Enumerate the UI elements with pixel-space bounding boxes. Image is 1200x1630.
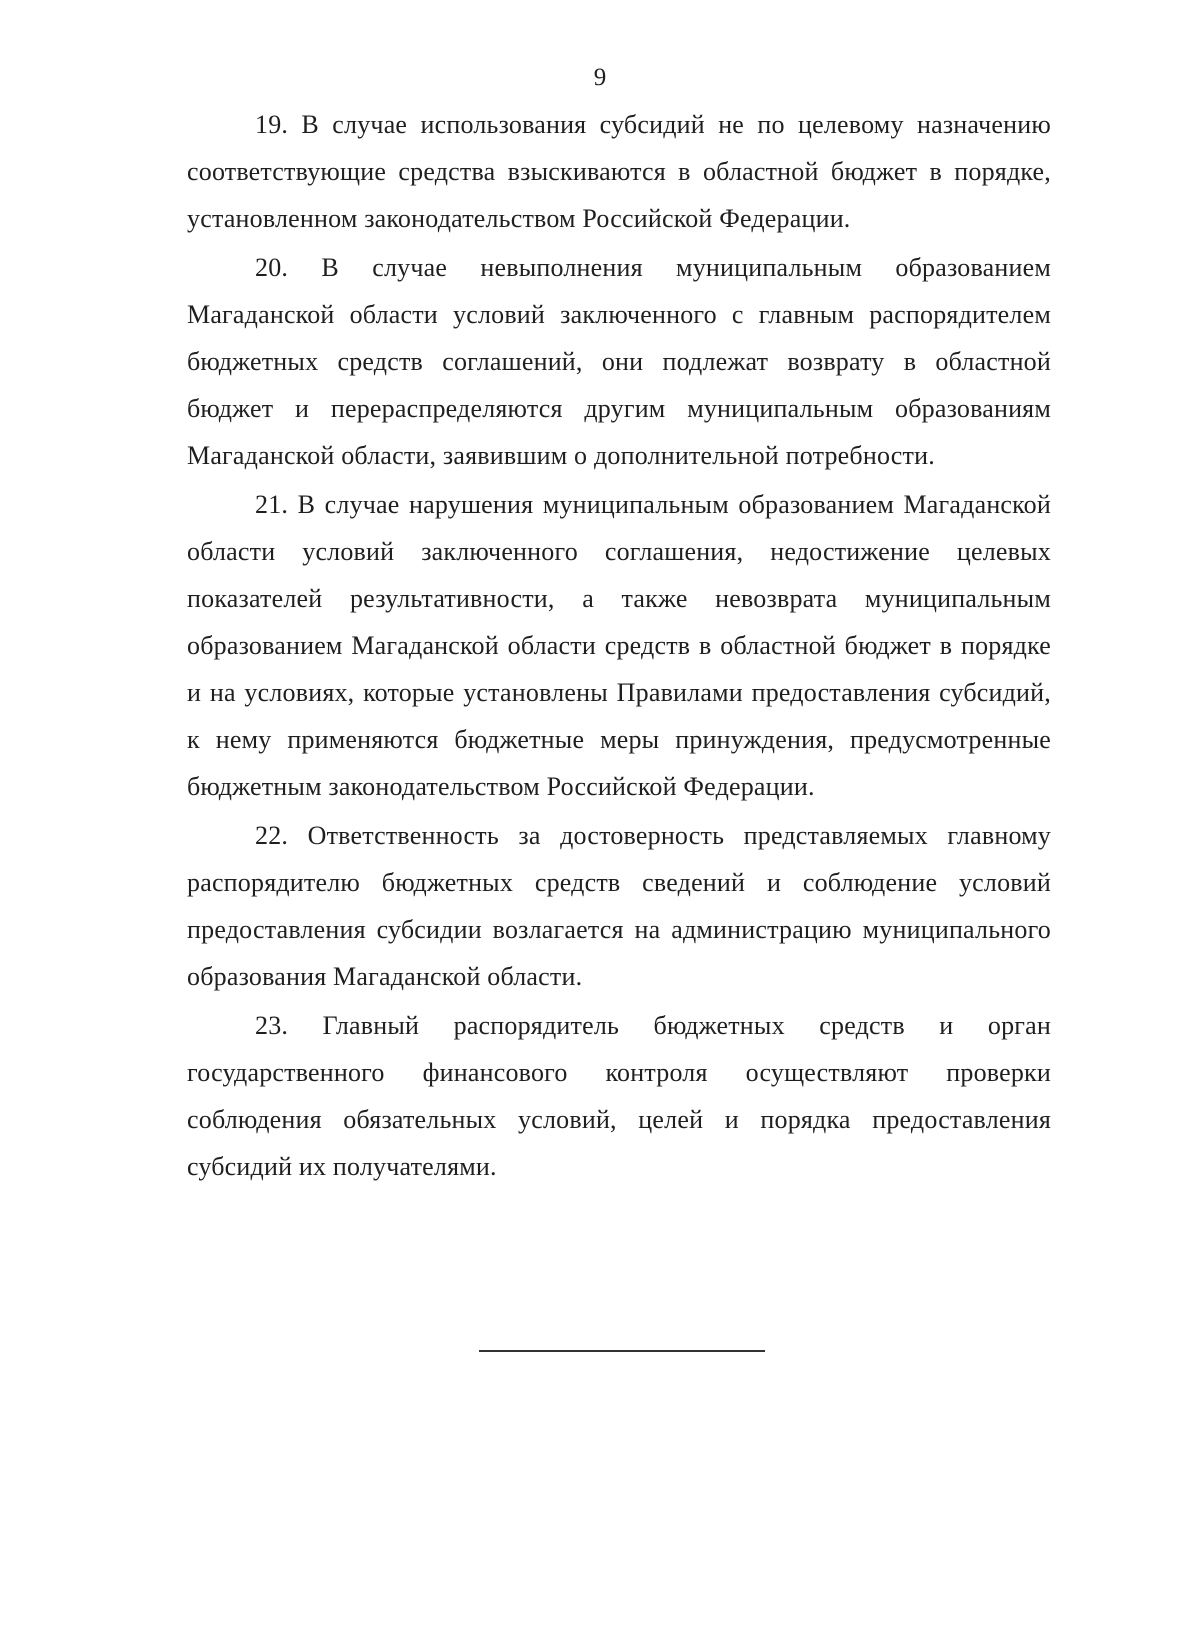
document-body bbox=[187, 101, 1051, 1190]
paragraph-20: 20. В случае невыполнения муниципальным образованием Магаданской области условий заключенного с главным распорядителем бюджетных средств соглашений, они подлежат возврату в областной бюджет и перераспределяются другим муниципальным образованиям Магаданской области, заявившим о дополнительной потребности. bbox=[187, 253, 1051, 470]
paragraph-23: 23. Главный распорядитель бюджетных средств и орган государственного финансового контроля осуществляют проверки соблюдения обязательных условий, целей и порядка предоставления субсидий их получателями. bbox=[187, 1011, 1051, 1181]
paragraph-22: 22. Ответственность за достоверность представляемых главному распорядителю бюджетных средств сведений и соблюдение условий предоставления субсидии возлагается на администрацию муниципального образования Магаданской области. bbox=[187, 821, 1051, 991]
page-number: 9 bbox=[593, 64, 607, 91]
end-separator-line bbox=[479, 1350, 765, 1352]
paragraph-19: 19. В случае использования субсидий не по целевому назначению соответствующие средства взыскиваются в областной бюджет в порядке, установленном законодательством Российской Федерации. bbox=[187, 110, 1051, 233]
paragraph-21: 21. В случае нарушения муниципальным образованием Магаданской области условий заключенного соглашения, недостижение целевых показателей результативности, а также невозврата муниципальным образованием Магаданской области средств в областной бюджет в порядке и на условиях, которые установлены Правилами предоставления субсидий, к нему применяются бюджетные меры принуждения, предусмотренные бюджетным законодательством Российской Федерации. bbox=[187, 490, 1051, 801]
